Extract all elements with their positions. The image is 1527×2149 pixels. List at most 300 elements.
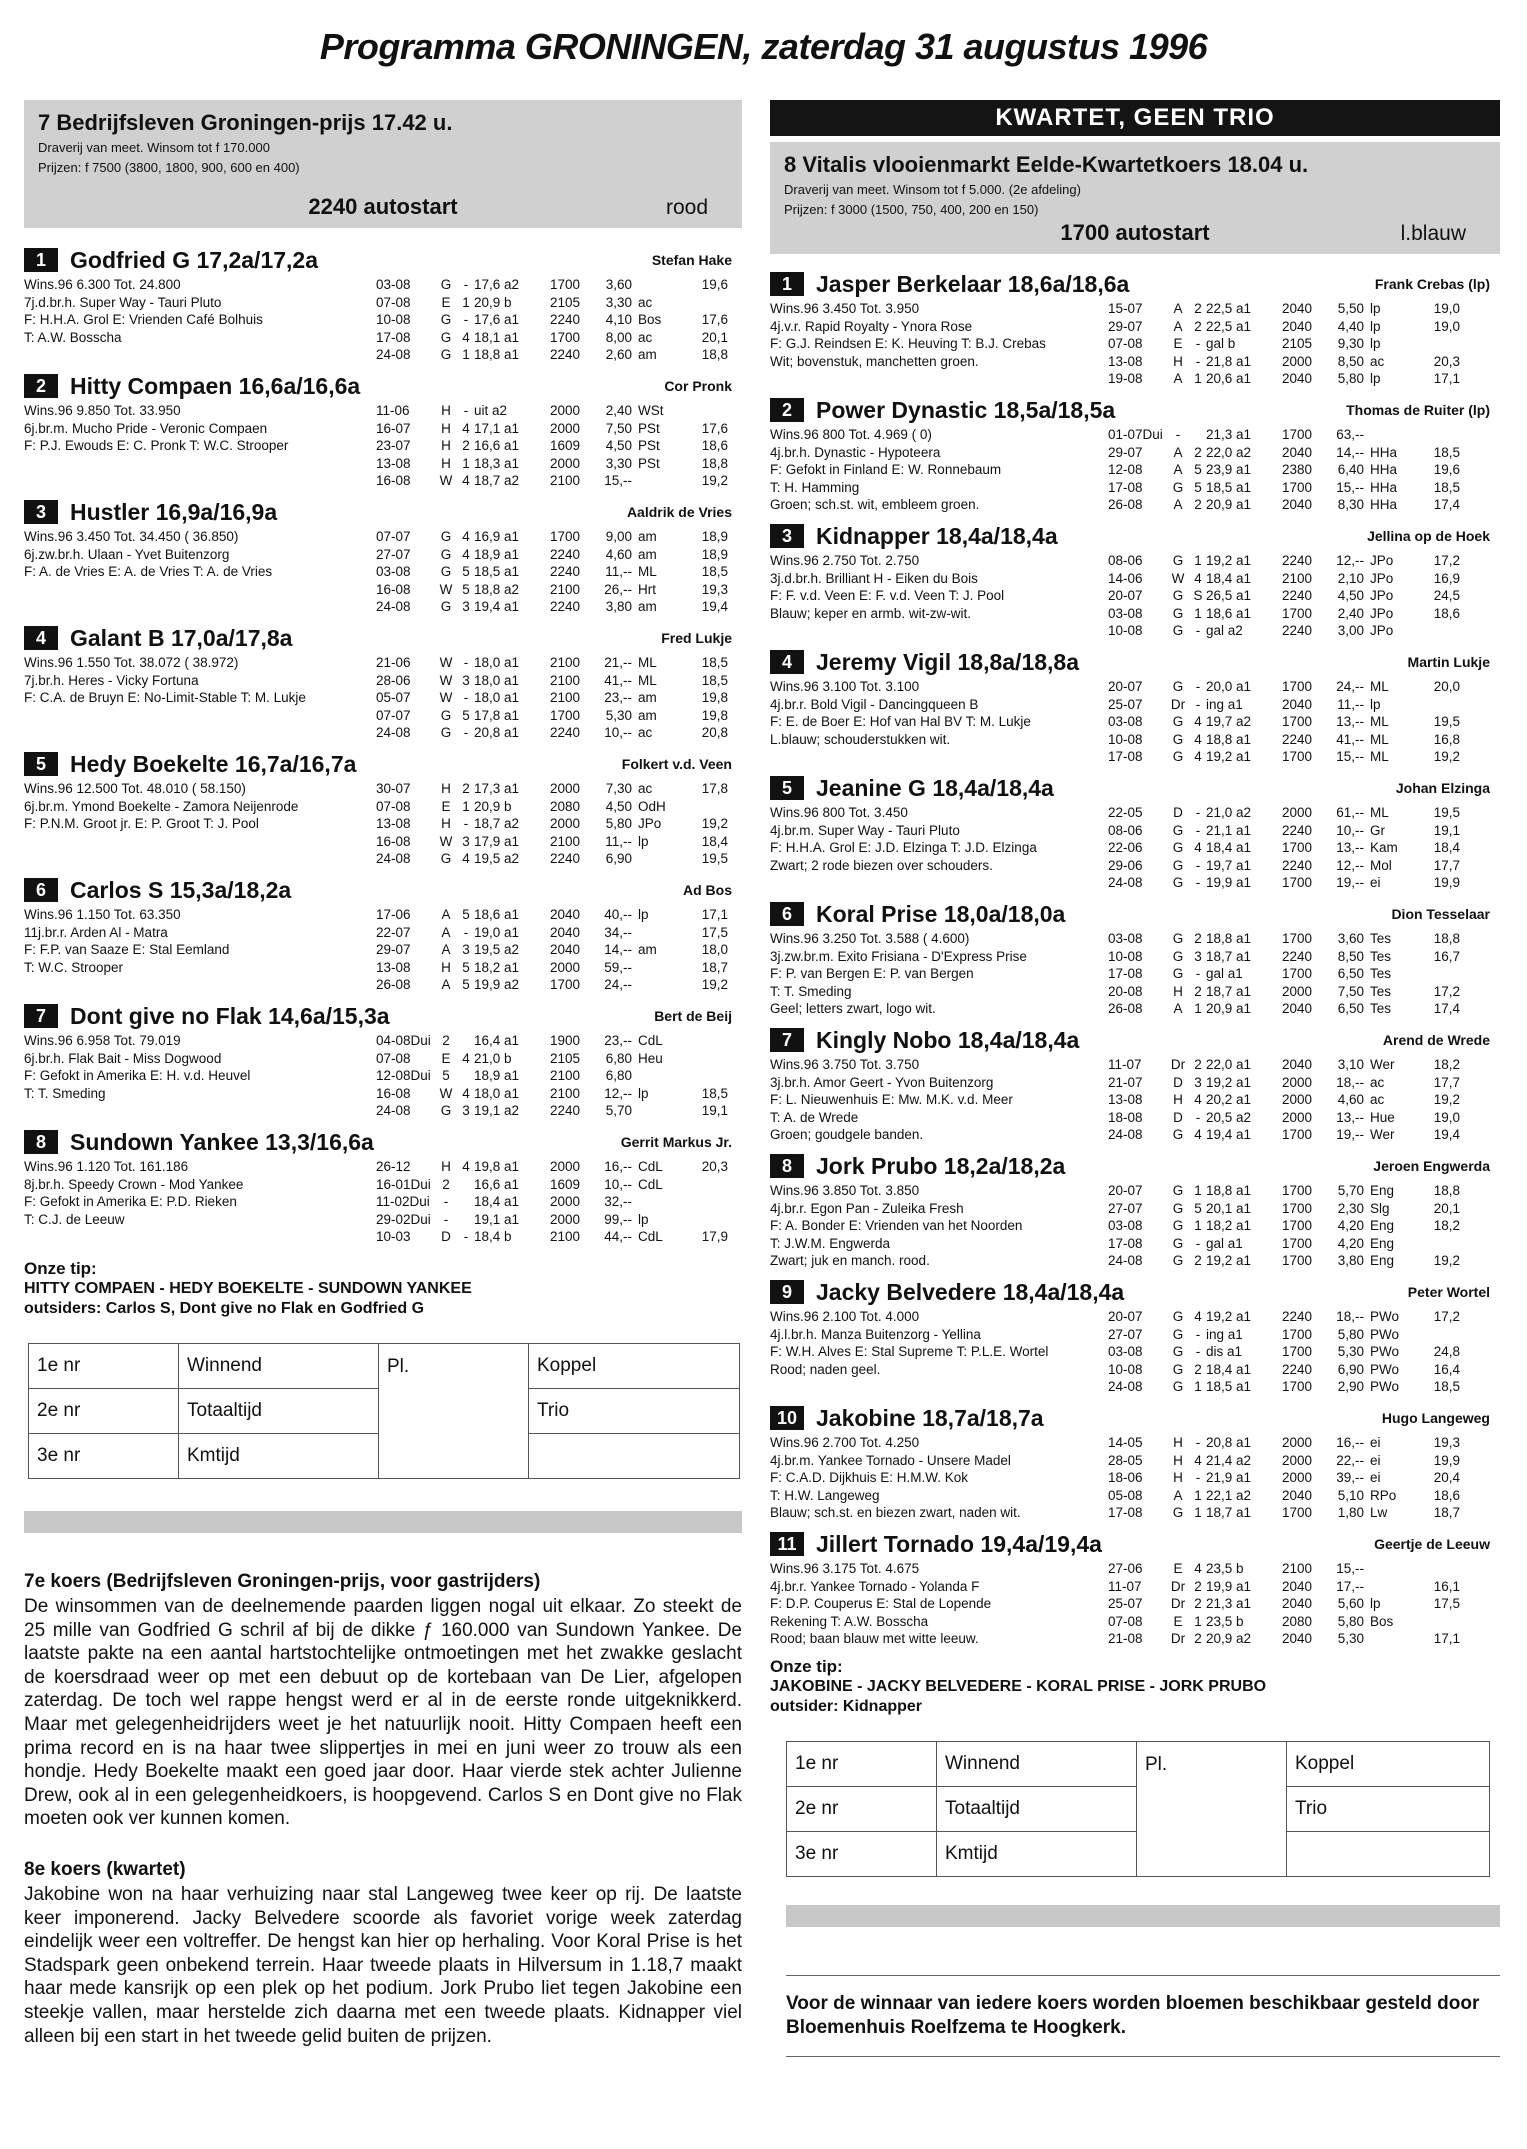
result-cell: 21,-- (604, 655, 632, 670)
result-cell: ML (1370, 679, 1389, 694)
footer-note: Voor de winnaar van iedere koers worden bloemen beschikbaar gesteld door Bloemenhuis Roelfzema te Hoogkerk. (786, 1993, 1480, 2038)
result-cell: G (1172, 840, 1184, 856)
result-cell: 19,2 (701, 473, 728, 489)
result-row (1108, 461, 1494, 479)
result-cell: 4 (1194, 1127, 1202, 1143)
result-cell: - (463, 655, 469, 670)
result-cell: 29-07 (1108, 444, 1143, 460)
horse-entry (24, 624, 742, 750)
result-cell: 14-06 (1108, 570, 1143, 586)
result-cell: 16,-- (1336, 1435, 1364, 1450)
article-8-heading: 8e koers (kwartet) (24, 1858, 186, 1880)
result-cell: 18,5 (701, 672, 728, 688)
result-cell: 20,8 a1 (1206, 1435, 1252, 1450)
horse-name: Sundown Yankee 13,3/16,6a (70, 1128, 374, 1155)
result-cell: 1 (1194, 371, 1202, 387)
result-cell: 3 (1194, 1074, 1202, 1090)
result-row (376, 402, 736, 420)
result-cell: Eng (1370, 1218, 1395, 1234)
result-cell: 2000 (549, 403, 580, 418)
result-cell: 4 (1194, 1309, 1202, 1324)
result-cell: 1700 (1281, 1379, 1312, 1395)
result-cell: H (1173, 1435, 1183, 1450)
recent-results (376, 906, 736, 994)
result-cell: dis a1 (1206, 1344, 1243, 1360)
result-cell: 1700 (1281, 1127, 1312, 1143)
result-cell: H (441, 438, 451, 454)
result-cell: Eng (1370, 1253, 1395, 1269)
result-cell: 23,5 b (1206, 1613, 1244, 1629)
horse-entry (770, 396, 1500, 522)
horse-entry (24, 246, 742, 372)
result-row (376, 833, 736, 851)
result-cell: 24-08 (376, 725, 411, 741)
result-cell: 2 (1194, 983, 1202, 999)
result-cell: - (463, 277, 469, 292)
result-cell: 24,-- (1336, 679, 1364, 694)
result-cell: 9,30 (1337, 336, 1364, 352)
result-cell: 6,40 (1337, 462, 1364, 478)
result-row (376, 689, 736, 707)
result-cell (458, 1193, 474, 1211)
result-cell: 21-06 (376, 655, 411, 670)
result-cell: 17,9 (701, 1229, 728, 1245)
result-cell: W (439, 581, 453, 597)
horse-info-line: Wins.96 3.450 Tot. 3.950 (770, 301, 920, 316)
result-cell: 17,2 (1433, 553, 1460, 568)
article-8-text: Jakobine won na haar verhuizing naar stal Langeweg twee keer op rij. De laatste keer imponerend. Jacky Belvedere scoorde als favoriet vorige week zaterdag eindelijk weer een voltreffer. De hengst kan hier op herhaling. Voor Koral Prise is het Stadspark geen onbekend terrein. Haar tweede plaats in Hilversum in 1.18,7 maakt haar mede kansrijk op een plek op het podium. Jork Prubo liet tegen Jakobine een steekje vallen, maar herstelde zich daarna met een tweede plaats. Kidnapper viel alleen bij een start in het tweede gelid buiten de prijzen. (24, 1883, 742, 2047)
result-cell (1410, 1613, 1460, 1631)
grid-pl: Pl. (1137, 1742, 1287, 1877)
result-cell: 19,5 a2 (474, 851, 520, 867)
result-cell: G (1172, 931, 1184, 946)
race-8-color: l.blauw (1400, 222, 1466, 245)
result-cell: 24-08 (1108, 1253, 1143, 1269)
result-cell: am (638, 599, 657, 615)
result-cell: G (440, 599, 452, 615)
result-cell: 29-02Dui (376, 1211, 431, 1227)
recent-results (1108, 1182, 1494, 1270)
grey-bar (786, 1905, 1500, 1927)
result-cell: 5 (1194, 479, 1202, 495)
result-cell: 2 (1194, 1596, 1202, 1612)
result-cell: 19,2 (1433, 1253, 1460, 1269)
horse-info-line: 4j.br.r. Bold Vigil - Dancingqueen B (770, 696, 979, 712)
result-cell: 07-08 (376, 1050, 411, 1066)
result-cell: 18,4 a1 (1206, 1361, 1252, 1377)
result-cell: 07-08 (376, 294, 411, 310)
result-cell: PWo (1370, 1344, 1400, 1360)
horse-info-line: F: H.H.A. Grol E: J.D. Elzinga T: J.D. Elzinga (770, 840, 1037, 856)
result-cell: 18,0 a1 (474, 690, 520, 706)
result-cell: Wer (1370, 1057, 1395, 1072)
result-cell: 5 (1194, 462, 1202, 478)
result-cell: 16,4 a1 (474, 1033, 520, 1048)
result-cell: 4 (462, 420, 470, 436)
result-cell: 15,-- (1336, 479, 1364, 495)
horse-info-line: Wins.96 1.550 Tot. 38.072 ( 38.972) (24, 655, 239, 670)
result-cell: G (440, 725, 452, 741)
result-cell: 19,7 a1 (1206, 857, 1252, 873)
horse-info-line: F: A. Bonder E: Vrienden van het Noorden (770, 1218, 1023, 1234)
result-cell: 2240 (549, 564, 580, 580)
result-cell: 18,6 (701, 438, 728, 454)
race-7-tip (24, 1258, 742, 1319)
result-cell: PSt (638, 455, 660, 471)
result-cell: 32,-- (604, 1194, 632, 1210)
result-cell: 22-07 (376, 924, 411, 940)
result-cell: 2100 (549, 581, 580, 597)
result-cell: 18,8 a1 (474, 347, 520, 363)
result-cell: 01-07Dui (1108, 427, 1163, 442)
horse-number: 7 (770, 1028, 804, 1052)
result-cell: 1700 (1281, 1200, 1312, 1216)
result-cell: 17,-- (1336, 1578, 1364, 1594)
result-cell: 1609 (549, 438, 580, 454)
result-cell: 26-08 (1108, 1001, 1143, 1017)
result-cell: 2100 (549, 690, 580, 706)
result-cell: 23,9 a1 (1206, 462, 1252, 478)
horse-info-line: Wins.96 3.100 Tot. 3.100 (770, 679, 920, 694)
result-row (1108, 731, 1494, 749)
result-cell: 07-08 (376, 798, 411, 814)
result-cell: 2000 (549, 781, 580, 796)
result-cell: 16,6 a1 (474, 1176, 520, 1192)
horse-info-line: T: C.J. de Leeuw (24, 1211, 125, 1227)
result-cell: 40,-- (604, 907, 632, 922)
driver-name: Dion Tesselaar (1391, 906, 1490, 922)
horse-header (24, 1002, 742, 1030)
result-cell: 12-08Dui (376, 1068, 431, 1084)
result-cell: 18,0 (701, 942, 728, 958)
result-cell: 2240 (1281, 623, 1312, 639)
result-cell: 2 (1194, 931, 1202, 946)
horse-name: Power Dynastic 18,5a/18,5a (816, 396, 1116, 423)
result-cell (632, 924, 678, 942)
result-cell: D (1173, 1109, 1183, 1125)
grid-pl: Pl. (379, 1344, 529, 1479)
result-row (376, 724, 736, 742)
result-cell: 6,50 (1337, 966, 1364, 982)
result-cell: 3 (462, 942, 470, 958)
result-row (376, 420, 736, 438)
horse-info-line: 4j.br.h. Dynastic - Hypoteera (770, 444, 941, 460)
horse-info-line: T: H. Hamming (770, 479, 860, 495)
result-cell: G (1172, 553, 1184, 568)
result-row (1108, 496, 1494, 514)
race-7-prizes: Prijzen: f 7500 (3800, 1800, 900, 600 en 400) (38, 160, 300, 175)
result-cell (632, 1067, 678, 1085)
horse-header (24, 372, 742, 400)
horse-info-line: Rood; baan blauw met witte leeuw. (770, 1631, 979, 1647)
result-cell: 17,4 (1433, 497, 1460, 513)
horse-info (770, 1434, 1125, 1522)
result-cell: lp (1370, 696, 1381, 712)
horse-info (770, 426, 1125, 514)
result-cell: W (439, 833, 453, 849)
result-cell: 2000 (549, 1159, 580, 1174)
result-cell: 14,-- (604, 942, 632, 958)
result-cell: 21,4 a2 (1206, 1452, 1252, 1468)
result-cell: 18,5 (1433, 1379, 1460, 1395)
result-cell: 20,9 b (474, 798, 512, 814)
result-cell: ei (1370, 1435, 1381, 1450)
result-cell: 1700 (549, 329, 580, 345)
result-row (376, 1193, 736, 1211)
result-row (376, 276, 736, 294)
horse-info-line: Wins.96 1.150 Tot. 63.350 (24, 907, 181, 922)
horse-info-line: F: Gefokt in Amerika E: H. v.d. Heuvel (24, 1068, 251, 1084)
driver-name: Cor Pronk (664, 378, 732, 394)
result-cell: ML (638, 672, 657, 688)
result-row (376, 976, 736, 994)
horse-info-line: Blauw; sch.st. en biezen zwart, naden wit. (770, 1505, 1021, 1521)
recent-results (1108, 552, 1494, 640)
result-cell: 19,2 (1433, 749, 1460, 765)
result-cell: 1700 (1281, 840, 1312, 856)
result-cell: 19,1 (1433, 822, 1460, 838)
result-cell: 18,-- (1336, 1309, 1364, 1324)
result-cell: D (441, 1229, 451, 1245)
result-cell: 03-08 (1108, 931, 1143, 946)
result-cell: 2040 (1281, 1057, 1312, 1072)
result-cell: 05-07 (376, 690, 411, 706)
result-row (376, 1067, 736, 1085)
horse-number: 4 (770, 650, 804, 674)
result-cell: Kam (1370, 840, 1398, 856)
result-cell: 19,9 (1433, 875, 1460, 891)
result-cell: 17,3 a1 (474, 781, 520, 796)
result-row (1108, 1613, 1494, 1631)
result-cell (678, 294, 728, 312)
result-cell: 18,8 a1 (1206, 1183, 1252, 1198)
result-cell: 20,4 (1433, 1470, 1460, 1486)
result-cell: 59,-- (604, 959, 632, 975)
result-cell: 19,2 a1 (1206, 1253, 1252, 1269)
result-cell: 1 (1194, 1183, 1202, 1198)
result-cell: 24-08 (1108, 1127, 1143, 1143)
result-cell: 19,8 a1 (474, 1159, 520, 1174)
result-cell: 11-02Dui (376, 1194, 430, 1210)
result-cell: 3,80 (1337, 1253, 1364, 1269)
result-cell: Bos (1370, 1613, 1394, 1629)
result-cell: PWo (1370, 1379, 1400, 1395)
result-cell: H (1173, 1452, 1183, 1468)
result-cell: 3 (1194, 948, 1202, 964)
result-cell: 20,1 (1433, 1200, 1460, 1216)
result-cell: 2240 (549, 312, 580, 328)
result-cell: 24,8 (1433, 1344, 1460, 1360)
result-cell: 4,50 (1337, 588, 1364, 604)
result-cell: 20,0 a1 (1206, 679, 1252, 694)
horse-name: Kidnapper 18,4a/18,4a (816, 522, 1058, 549)
result-cell: 1700 (549, 707, 580, 723)
result-cell: Tes (1370, 966, 1392, 982)
result-cell: 03-08 (1108, 1218, 1143, 1234)
driver-name: Aaldrik de Vries (626, 504, 732, 520)
result-cell (1364, 1560, 1410, 1578)
result-cell: 1 (1194, 1379, 1202, 1395)
result-cell: 23,-- (604, 1033, 632, 1048)
result-row (376, 437, 736, 455)
horse-info (770, 1056, 1125, 1144)
result-cell: A (1173, 1001, 1183, 1017)
result-cell: 4,20 (1337, 1218, 1364, 1234)
result-cell: 8,50 (1337, 948, 1364, 964)
result-cell: 2,40 (605, 403, 632, 418)
recent-results (376, 276, 736, 364)
result-cell: 4,20 (1337, 1235, 1364, 1251)
result-cell: 18,9 a1 (474, 1068, 520, 1084)
horse-info-line: Wins.96 800 Tot. 4.969 ( 0) (770, 427, 932, 442)
result-cell: 2,30 (1337, 1200, 1364, 1216)
horse-info (24, 402, 394, 455)
horse-info-line: F: D.P. Couperus E: Stal de Lopende (770, 1596, 992, 1612)
result-cell (678, 798, 728, 816)
result-row (1108, 1235, 1494, 1253)
result-cell: - (463, 1229, 469, 1245)
result-cell: 17,5 (1433, 1596, 1460, 1612)
result-row (1108, 857, 1494, 875)
result-cell: Tes (1370, 983, 1392, 999)
race-8-conditions: Draverij van meet. Winsom tot f 5.000. (2e afdeling) (784, 182, 1081, 197)
result-cell (678, 1176, 728, 1194)
result-cell: G (1172, 588, 1184, 604)
result-cell: 17,2 (1433, 1309, 1460, 1324)
result-cell: W (439, 1085, 453, 1101)
result-cell: 17,1 (701, 907, 728, 922)
horse-info-line: Wins.96 3.750 Tot. 3.750 (770, 1057, 920, 1072)
result-cell: 4 (1194, 570, 1202, 586)
result-cell: 18,7 a2 (474, 473, 520, 489)
result-cell: 2 (1194, 444, 1202, 460)
result-cell: 17,7 (1433, 1074, 1460, 1090)
horse-info-line: 6j.br.h. Flak Bait - Miss Dogwood (24, 1050, 222, 1066)
result-cell: 1700 (1281, 1344, 1312, 1360)
result-cell: 2040 (1281, 444, 1312, 460)
horse-entry (770, 1404, 1500, 1530)
result-cell: 6,90 (1337, 1361, 1364, 1377)
result-cell: 18,6 (1433, 605, 1460, 621)
grid-2e-nr: 2e nr (29, 1389, 179, 1434)
driver-name: Folkert v.d. Veen (621, 756, 732, 772)
result-cell: 19,5 (701, 851, 728, 867)
result-cell: 07-08 (1108, 1613, 1143, 1629)
result-cell: E (441, 1050, 451, 1066)
horse-entry (770, 1152, 1500, 1278)
result-cell: 17,6 a1 (474, 312, 520, 328)
result-cell: 18,3 a1 (474, 455, 520, 471)
result-cell: G (1172, 857, 1184, 873)
result-row (1108, 570, 1494, 588)
result-cell: 16,6 a1 (474, 438, 520, 454)
result-cell: 22,0 a1 (1206, 1057, 1252, 1072)
result-row (1108, 678, 1494, 696)
result-cell: 24-08 (376, 851, 411, 867)
result-cell: - (463, 690, 469, 706)
horse-info-line: Wins.96 9.850 Tot. 33.950 (24, 403, 181, 418)
result-cell: 15,-- (1336, 749, 1364, 765)
result-cell: am (638, 347, 657, 363)
result-cell: 19,2 (1433, 1092, 1460, 1108)
result-cell: 08-06 (1108, 822, 1143, 838)
result-cell: 18,4 b (474, 1229, 512, 1245)
result-cell: 10,-- (604, 725, 632, 741)
result-cell: CdL (638, 1033, 663, 1048)
result-cell: G (1172, 679, 1184, 694)
result-row (1108, 1630, 1494, 1648)
result-cell: G (1172, 875, 1184, 891)
result-cell: 18,2 a1 (474, 959, 520, 975)
result-cell: ei (1370, 875, 1381, 891)
kwartet-banner: KWARTET, GEEN TRIO (770, 100, 1500, 136)
article-7-text: De winsommen van de deelnemende paarden liggen nogal uit elkaar. Zo steekt de 25 mille van Godfried G schril af bij de dikke ƒ 160.000 van Sundown Yankee. De laatste pakte na een aantal hartstochtelijke ontmoetingen met het zwakke geslacht de koersdraad weer op met een debuut op de kortebaan van De Lier, afgelopen zaterdag. De toch wel rappe hengst werd er al in de eerste ronde uitgeknikkerd. Maar met gelegenheidrijders weet je het natuurlijk nooit. Hitty Compaen heeft een prima record en is na haar twee slippertjes in mei en juni weer zo trouw als een hondje. Hedy Boekelte maakt een goed jaar door. Haar vierde stek achter Julienne Drew, ook al in een gelegenheidkoers, is hoopgevend. Carlos S en Dont give no Flak moeten ook ver kunnen komen. (24, 1596, 742, 1830)
grid-trio: Trio (529, 1389, 740, 1434)
race-7-distance: 2240 autostart (308, 194, 458, 219)
grid-kmtijd: Kmtijd (937, 1832, 1137, 1877)
result-cell: 18,7 (701, 959, 728, 975)
result-cell: 22-06 (1108, 840, 1143, 856)
result-cell: 24-08 (1108, 875, 1143, 891)
result-cell: 63,-- (1336, 427, 1364, 442)
result-cell: 19,-- (1336, 1127, 1364, 1143)
result-cell: 17-08 (1108, 479, 1143, 495)
horse-info-line: Blauw; keper en armb. wit-zw-wit. (770, 605, 972, 621)
result-row (376, 780, 736, 798)
result-cell: 20,9 a1 (1206, 1001, 1252, 1017)
result-cell: 4,50 (605, 438, 632, 454)
result-cell (1410, 622, 1460, 640)
result-cell: 2000 (1281, 1435, 1312, 1450)
horse-info-line: F: P.J. Ewouds E: C. Pronk T: W.C. Strooper (24, 438, 289, 454)
horse-number: 5 (770, 776, 804, 800)
result-cell: PWo (1370, 1361, 1400, 1377)
result-cell: 3,60 (1337, 931, 1364, 946)
result-cell: 20,9 b (474, 294, 512, 310)
result-cell: PSt (638, 438, 660, 454)
result-cell: 2240 (1281, 553, 1312, 568)
result-cell: 18,6 (1433, 1487, 1460, 1503)
result-cell (1410, 1326, 1460, 1344)
horse-info-line: T: H.W. Langeweg (770, 1487, 880, 1503)
race-8-title: 8 Vitalis vlooienmarkt Eelde-Kwartetkoers 18.04 u. (784, 152, 1309, 177)
result-row (376, 1032, 736, 1050)
result-cell: JPo (638, 816, 662, 832)
result-cell: 5,70 (1337, 1183, 1364, 1198)
horse-info-line: 4j.br.m. Yankee Tornado - Unsere Madel (770, 1452, 1011, 1468)
result-cell: 17-08 (1108, 966, 1143, 982)
result-cell: ei (1370, 1452, 1381, 1468)
result-cell: G (1172, 1235, 1184, 1251)
result-cell: A (1173, 1487, 1183, 1503)
horse-info (24, 276, 394, 346)
result-cell: 19,2 (701, 977, 728, 993)
result-row (1108, 1000, 1494, 1018)
result-cell: Heu (638, 1050, 663, 1066)
recent-results (1108, 804, 1494, 892)
result-cell: 18,7 a1 (1206, 948, 1252, 964)
result-row (1108, 696, 1494, 714)
horse-header (24, 876, 742, 904)
horse-info (770, 552, 1125, 622)
horse-number: 11 (770, 1532, 804, 1556)
result-cell: Bos (638, 312, 662, 328)
result-cell: 2000 (1281, 353, 1312, 369)
result-cell: ing a1 (1206, 696, 1243, 712)
driver-name: Jeroen Engwerda (1373, 1158, 1490, 1174)
result-cell: G (1172, 1218, 1184, 1234)
result-cell: 2000 (1281, 1452, 1312, 1468)
